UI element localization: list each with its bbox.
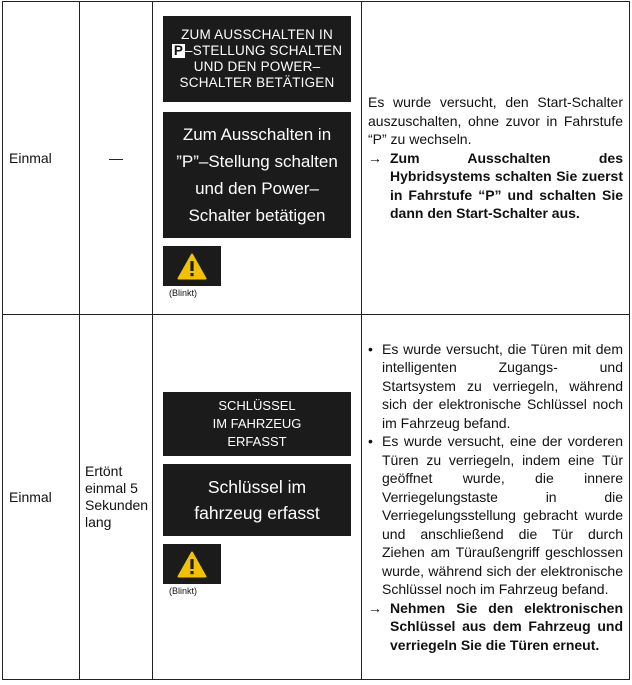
arrow-icon: → (368, 149, 382, 166)
display-line: Schalter betätigen (188, 206, 326, 225)
display-line: ”P”–Stellung schalten (176, 152, 338, 171)
sound-text: — (109, 150, 123, 166)
description-cell (362, 315, 630, 680)
situation-text: Es wurde versucht, die Türen mit dem intelligenten Zugangs- und Startsystem zu verriegeln, während sich der elektronische Schlüssel noch im Fahrzeug befand. (382, 340, 623, 431)
bullet-icon: • (368, 433, 373, 450)
display-line-rest: –STELLUNG SCHALTEN (185, 43, 343, 58)
display-line: IM FAHRZEUG (212, 416, 302, 431)
warning-table (2, 1, 630, 680)
p-position-icon: P (173, 43, 184, 58)
display-line: Schlüssel im (207, 477, 307, 497)
display-line: UND DEN POWER– (193, 59, 321, 74)
display-cell (153, 315, 362, 680)
action-text: Nehmen Sie den elektronischen Schlüssel aus dem Fahrzeug und verriegeln Sie die Türen erneut. (390, 599, 623, 653)
sound-cell (80, 2, 153, 315)
display-line: fahrzeug erfasst (194, 503, 320, 523)
display-line: SCHLÜSSEL (218, 398, 296, 413)
count-text: Einmal (9, 150, 52, 166)
warning-icon-box (163, 246, 221, 286)
count-cell (3, 2, 80, 315)
display-message-upper (163, 16, 351, 102)
situation-item (368, 432, 623, 599)
count-cell (3, 315, 80, 680)
blink-label: (Blinkt) (169, 586, 198, 596)
display-message-lower (163, 112, 351, 238)
display-line: und den Power– (195, 179, 319, 198)
display-line: SCHALTER BETÄTIGEN (179, 75, 335, 90)
display-line: ZUM AUSSCHALTEN IN (181, 27, 333, 42)
sound-cell (80, 315, 153, 680)
warning-icon-box (163, 544, 221, 584)
display-line: ERFASST (227, 434, 287, 449)
display-line: Zum Ausschalten in (182, 125, 332, 144)
blink-label: (Blinkt) (169, 288, 198, 298)
warning-triangle-icon (177, 551, 207, 578)
arrow-icon: → (368, 599, 382, 616)
warning-triangle-icon (177, 253, 207, 280)
display-line (172, 43, 342, 59)
display-cell (153, 2, 362, 315)
action-row (368, 149, 623, 223)
display-message-lower (163, 464, 351, 536)
count-text: Einmal (9, 489, 52, 505)
display-message-upper (163, 392, 351, 456)
situation-item (368, 340, 623, 433)
bullet-icon: • (368, 340, 373, 357)
action-text: Zum Ausschalten des Hybridsystems schalten Sie zuerst in Fahrstufe “P” und schalten Sie dann den Start-Schalter aus. (390, 149, 623, 222)
situation-text: Es wurde versucht, den Start-Schalter auszuschalten, ohne zuvor in Fahrstufe “P” zu wechseln. (368, 94, 623, 148)
sound-text: Ertönt einmal 5 Sekunden lang (85, 463, 149, 530)
table-row (3, 2, 630, 315)
description-cell (362, 2, 630, 315)
table-row (3, 315, 630, 680)
action-row (368, 599, 623, 655)
situation-text: Es wurde versucht, eine der vorderen Türen zu verriegeln, indem eine Tür geöffnet wurde, die innere Verriegelungstaste in die Verriegelungsstellung gebracht wurde und anschließend die Tür durch Ziehen am Türaußengriff geschlossen wurde, während sich der elektronische Schlüssel noch im Fahrzeug befand. (382, 433, 623, 598)
